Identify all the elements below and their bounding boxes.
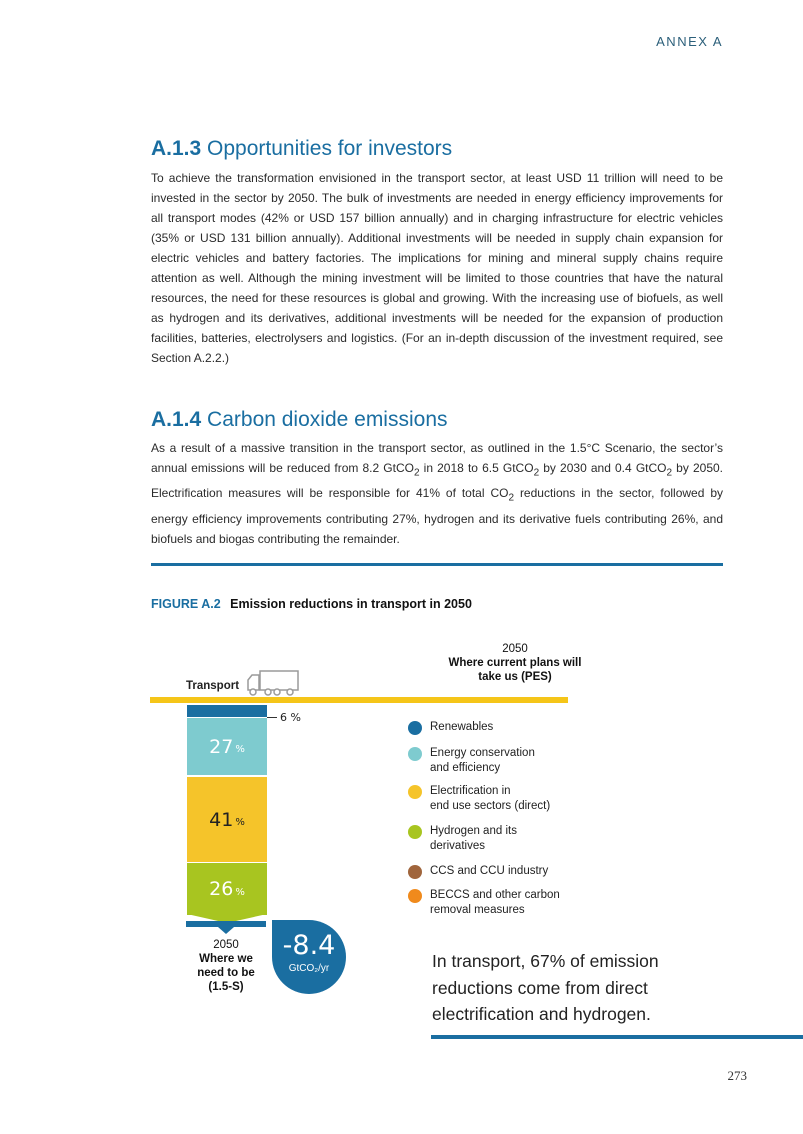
section-title: Opportunities for investors: [207, 137, 453, 160]
page-number: 273: [727, 1068, 747, 1083]
bar-segment-renewables: [187, 705, 267, 717]
legend-item-electrification: Electrification in end use sectors (direct): [408, 784, 608, 814]
pes-year: 2050: [502, 643, 528, 655]
total-reduction-badge: [272, 920, 346, 994]
total-reduction-unit: GtCO₂/yr: [288, 963, 330, 974]
segment-value: 41: [209, 808, 234, 831]
segment-pct: %: [235, 886, 245, 898]
legend-item-beccs: BECCS and other carbon removal measures: [408, 888, 608, 918]
section-heading-investors: [151, 137, 452, 161]
legend-swatch: [408, 889, 422, 903]
section-number: A.1.4: [151, 408, 202, 431]
callout-rule: [431, 1035, 803, 1039]
section-number: A.1.3: [151, 137, 202, 160]
segment-value: 26: [209, 878, 234, 900]
legend-item-ccs: CCS and CCU industry: [408, 864, 608, 879]
bar-segment-hydrogen: [187, 863, 267, 915]
renewables-pct-label: 6 %: [280, 711, 301, 724]
segment-value: 27: [209, 735, 234, 758]
figure-number: FIGURE A.2: [151, 597, 221, 611]
legend-swatch: [408, 785, 422, 799]
figure-top-rule: [151, 563, 723, 566]
figure-caption: Emission reductions in transport in 2050: [230, 597, 472, 611]
section-title: Carbon dioxide emissions: [207, 408, 448, 431]
annex-header: ANNEX A: [656, 34, 723, 49]
figure-callout: In transport, 67% of emission reductions come from direct electrification and hydrogen.: [432, 951, 659, 1024]
bar-segment-efficiency: [187, 718, 267, 775]
transport-label: Transport: [186, 680, 240, 692]
figure-title: [151, 597, 472, 611]
pes-baseline: [150, 697, 568, 703]
pes-text: Where current plans will take us (PES): [448, 657, 582, 683]
legend-item-hydrogen: Hydrogen and its derivatives: [408, 824, 608, 854]
segment-pct: %: [235, 744, 245, 755]
target-label: [186, 938, 266, 994]
total-reduction-value: -8.4: [282, 930, 336, 961]
target-year: 2050: [213, 939, 239, 951]
legend-swatch: [408, 747, 422, 761]
section-body-investors: To achieve the transformation envisioned in the transport sector, at least USD 11 trillion will need to be invested in the sector by 2050. The bulk of investments are needed in energy efficiency improvements for all transport modes (42% or USD 157 billion annually) and in charging infrastructure for electric vehicles (35% or USD 131 billion annually). Additional investments will be needed in supply chain expansion for electric vehicles and battery factories. The implications for mining and mineral supply chains require attention as well. Although the mining investment will be limited to those countries that have the natural resources, the need for these resources is global and growing. With the increasing use of biofuels, as well as hydrogen and its derivatives, additional investments will be needed for the expansion of production facilities, batteries, electrolysers and logistics. (For an in-depth discussion of the investment required, see Section A.2.2.): [151, 171, 723, 365]
renewables-leader-line: [267, 717, 277, 718]
section-heading-emissions: [151, 408, 448, 432]
segment-pct: %: [235, 817, 245, 828]
legend-swatch: [408, 865, 422, 879]
legend-swatch: [408, 721, 422, 735]
legend-swatch: [408, 825, 422, 839]
target-text: Where we need to be (1.5-S): [197, 953, 255, 993]
legend-item-renewables: Renewables: [408, 720, 608, 735]
target-marker: [218, 927, 234, 934]
section-body-emissions: As a result of a massive transition in the transport sector, as outlined in the 1.5°C Scenario, the sector’s annual emissions will be reduced from 8.2 GtCO$_2$ in 2018 to 6.5 GtCO$_2$ by 2030 and 0.4 GtCO$_2$ by 2050. Electrification measures will be responsible for 41% of total $CO_2$ reductions in the sector, followed by energy efficiency improvements contributing 27%, hydrogen and its derivative fuels contributing 26%, and biofuels and biogas contributing the remainder.: [151, 441, 723, 546]
bar-segment-electrification: [187, 777, 267, 862]
truck-icon: [246, 669, 300, 697]
legend-item-efficiency: Energy conservation and efficiency: [408, 746, 608, 776]
pes-label: [440, 642, 590, 684]
